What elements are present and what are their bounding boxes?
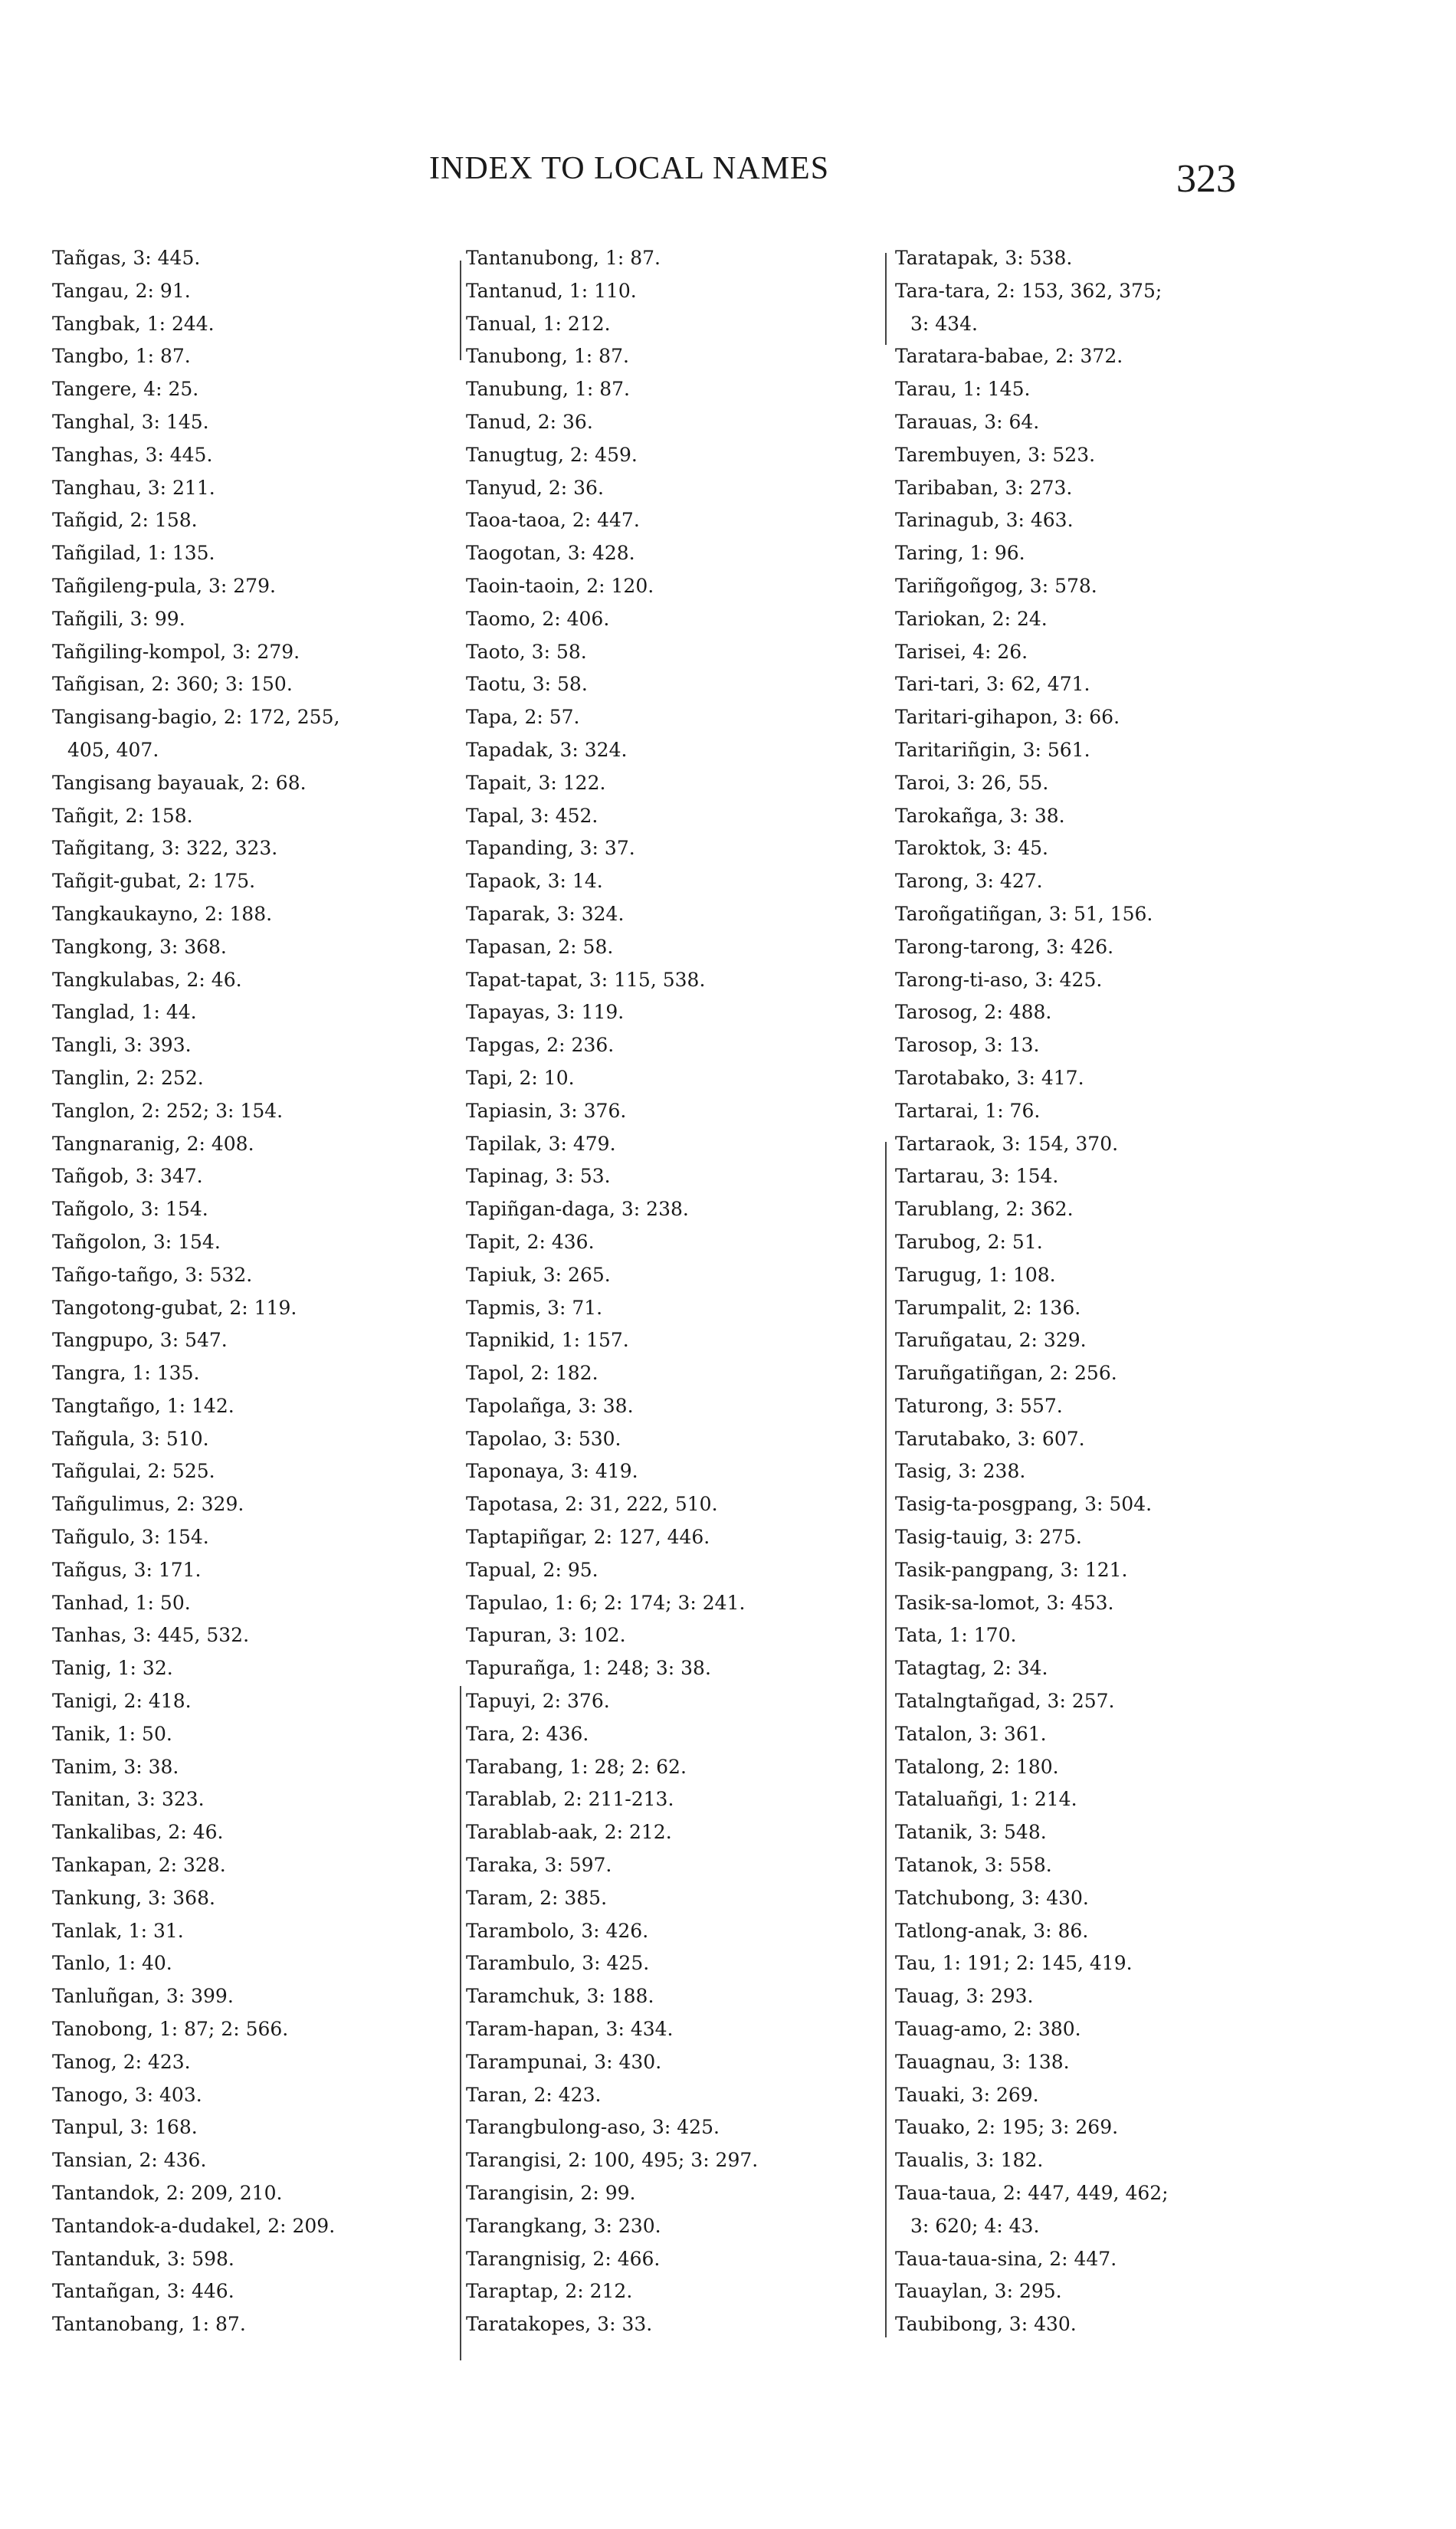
index-entry: Taomo, 2: 406. <box>466 607 610 630</box>
page-number: 323 <box>1176 157 1236 201</box>
index-entry: Tanglin, 2: 252. <box>52 1066 204 1089</box>
index-entry: Tarabang, 1: 28; 2: 62. <box>466 1755 687 1778</box>
index-entry: Tarong, 3: 427. <box>895 870 1043 893</box>
index-entry: Taptapiñgar, 2: 127, 446. <box>466 1526 710 1549</box>
index-entry: Tariokan, 2: 24. <box>895 607 1048 630</box>
index-entry: Tatalong, 2: 180. <box>895 1755 1059 1778</box>
index-entry: Tangli, 3: 393. <box>52 1034 192 1057</box>
index-entry: Tañgulo, 3: 154. <box>52 1526 209 1549</box>
index-entry: Taraptap, 2: 212. <box>466 2280 633 2303</box>
index-entry: Tangere, 4: 25. <box>52 378 199 401</box>
index-entry: Tanig, 1: 32. <box>52 1657 173 1680</box>
index-entry: Tarokañga, 3: 38. <box>895 804 1065 827</box>
index-entry: Tarosog, 2: 488. <box>895 1001 1052 1024</box>
index-column-1 <box>52 242 451 2341</box>
index-entry: Tañgo-tañgo, 3: 532. <box>52 1263 253 1286</box>
index-entry: Taratapak, 3: 538. <box>895 247 1073 269</box>
index-entry: Tarambulo, 3: 425. <box>466 1952 650 1975</box>
index-entry: Tapayas, 3: 119. <box>466 1001 625 1024</box>
column-divider <box>885 253 887 345</box>
index-entry: Tanim, 3: 38. <box>52 1755 179 1778</box>
index-entry: Taraka, 3: 597. <box>466 1854 612 1877</box>
index-entry: Tanubung, 1: 87. <box>466 378 630 401</box>
index-entry: Tauag, 3: 293. <box>895 1985 1034 2008</box>
index-entry: Tarong-tarong, 3: 426. <box>895 935 1114 958</box>
index-entry: 405, 407. <box>67 738 159 761</box>
index-entry: Taruñgatau, 2: 329. <box>895 1329 1087 1352</box>
column-divider <box>460 261 461 360</box>
index-entry: Taring, 1: 96. <box>895 542 1025 565</box>
index-entry: Taramchuk, 3: 188. <box>466 1985 654 2008</box>
index-entry: Taroñgatiñgan, 3: 51, 156. <box>895 902 1153 925</box>
index-entry: Taponaya, 3: 419. <box>466 1460 638 1483</box>
index-entry: Tasik-pangpang, 3: 121. <box>895 1558 1128 1581</box>
index-entry: Tapait, 3: 122. <box>466 771 606 794</box>
index-entry: Tarangnisig, 2: 466. <box>466 2247 661 2270</box>
index-entry: Tangisang-bagio, 2: 172, 255, <box>52 706 340 729</box>
index-entry: Tanitan, 3: 323. <box>52 1788 205 1811</box>
index-entry: Taua-taua, 2: 447, 449, 462; <box>895 2182 1169 2205</box>
index-entry: Tanglad, 1: 44. <box>52 1001 197 1024</box>
index-entry: Tanpul, 3: 168. <box>52 2116 198 2139</box>
index-entry: Tañgisan, 2: 360; 3: 150. <box>52 673 293 696</box>
index-entry: Tapiñgan-daga, 3: 238. <box>466 1198 689 1221</box>
column-divider <box>885 1142 887 2337</box>
index-entry: Tatalngtañgad, 3: 257. <box>895 1690 1115 1713</box>
index-entry: Taratara-babae, 2: 372. <box>895 345 1123 368</box>
index-entry: Tanog, 2: 423. <box>52 2050 191 2073</box>
index-entry: Tasik-sa-lomot, 3: 453. <box>895 1591 1114 1614</box>
index-entry: Tantanud, 1: 110. <box>466 279 637 302</box>
index-entry: Tapotasa, 2: 31, 222, 510. <box>466 1493 718 1516</box>
index-entry: Tañgilad, 1: 135. <box>52 542 215 565</box>
index-entry: Tantanobang, 1: 87. <box>52 2313 246 2336</box>
index-entry: Tarambolo, 3: 426. <box>466 1919 649 1942</box>
index-entry: Tapal, 3: 452. <box>466 804 598 827</box>
index-entry: Tarumpalit, 2: 136. <box>895 1296 1081 1319</box>
index-entry: Tarampunai, 3: 430. <box>466 2050 662 2073</box>
index-entry: Tatanik, 3: 548. <box>895 1821 1047 1844</box>
index-entry: Tartaraok, 3: 154, 370. <box>895 1132 1119 1155</box>
index-entry: Tañgid, 2: 158. <box>52 509 198 532</box>
index-entry: Tarutabako, 3: 607. <box>895 1427 1085 1450</box>
index-entry: Tangkulabas, 2: 46. <box>52 968 242 991</box>
index-entry: Tangkaukayno, 2: 188. <box>52 902 273 925</box>
index-entry: Tangkong, 3: 368. <box>52 935 227 958</box>
running-header: INDEX TO LOCAL NAMES <box>429 151 830 186</box>
index-entry: Tauagnau, 3: 138. <box>895 2050 1070 2073</box>
index-entry: Tapgas, 2: 236. <box>466 1034 615 1057</box>
index-entry: Tarauas, 3: 64. <box>895 410 1040 433</box>
index-entry: Tanyud, 2: 36. <box>466 476 604 499</box>
index-entry: Tapmis, 3: 71. <box>466 1296 603 1319</box>
index-entry: Tarablab, 2: 211-213. <box>466 1788 674 1811</box>
index-entry: Tangisang bayauak, 2: 68. <box>52 771 307 794</box>
index-entry: Tañgas, 3: 445. <box>52 247 201 269</box>
index-entry: 3: 620; 4: 43. <box>910 2214 1040 2237</box>
index-entry: Tarubog, 2: 51. <box>895 1230 1043 1253</box>
index-entry: Tanlak, 1: 31. <box>52 1919 184 1942</box>
index-entry: Taroi, 3: 26, 55. <box>895 771 1049 794</box>
index-entry: Tarangisin, 2: 99. <box>466 2182 636 2205</box>
index-entry: Taparak, 3: 324. <box>466 902 625 925</box>
index-entry: Tangau, 2: 91. <box>52 279 191 302</box>
index-entry: Tansian, 2: 436. <box>52 2149 207 2172</box>
index-entry: Tankalibas, 2: 46. <box>52 1821 224 1844</box>
index-entry: Tatanok, 3: 558. <box>895 1854 1052 1877</box>
index-entry: Tarau, 1: 145. <box>895 378 1031 401</box>
index-entry: Tangtañgo, 1: 142. <box>52 1394 234 1417</box>
index-entry: Tapuyi, 2: 376. <box>466 1690 610 1713</box>
index-entry: Tapuran, 3: 102. <box>466 1624 626 1647</box>
index-entry: Tangbo, 1: 87. <box>52 345 191 368</box>
index-entry: Tapasan, 2: 58. <box>466 935 614 958</box>
index-entry: Tara-tara, 2: 153, 362, 375; <box>895 279 1163 302</box>
index-entry: Tartarau, 3: 154. <box>895 1165 1059 1188</box>
index-entry: Tapolao, 3: 530. <box>466 1427 621 1450</box>
index-entry: Tapual, 2: 95. <box>466 1558 598 1581</box>
index-entry: Tañgob, 3: 347. <box>52 1165 203 1188</box>
index-entry: Taturong, 3: 557. <box>895 1394 1063 1417</box>
index-entry: Tarublang, 2: 362. <box>895 1198 1074 1221</box>
index-entry: Taribaban, 3: 273. <box>895 476 1073 499</box>
index-entry: Tañgus, 3: 171. <box>52 1558 202 1581</box>
index-entry: Taotu, 3: 58. <box>466 673 588 696</box>
index-entry: Tari-tari, 3: 62, 471. <box>895 673 1090 696</box>
index-entry: Tañgitang, 3: 322, 323. <box>52 837 278 860</box>
index-entry: Tanobong, 1: 87; 2: 566. <box>52 2018 289 2041</box>
index-entry: Taoa-taoa, 2: 447. <box>466 509 640 532</box>
index-entry: Tanglon, 2: 252; 3: 154. <box>52 1099 284 1122</box>
index-entry: Taoin-taoin, 2: 120. <box>466 574 654 597</box>
index-entry: Taram-hapan, 3: 434. <box>466 2018 674 2041</box>
index-entry: Tanhad, 1: 50. <box>52 1591 191 1614</box>
index-entry: Tasig-tauig, 3: 275. <box>895 1526 1082 1549</box>
index-entry: Taoto, 3: 58. <box>466 640 587 663</box>
index-entry: Tapnikid, 1: 157. <box>466 1329 629 1352</box>
index-entry: Tapiuk, 3: 265. <box>466 1263 611 1286</box>
index-entry: Tangra, 1: 135. <box>52 1362 200 1385</box>
index-entry: Tapurañga, 1: 248; 3: 38. <box>466 1657 711 1680</box>
index-entry: Tañgolo, 3: 154. <box>52 1198 208 1221</box>
index-entry: Tapolañga, 3: 38. <box>466 1394 634 1417</box>
index-entry: Tañgiling-kompol, 3: 279. <box>52 640 300 663</box>
index-entry: Tanual, 1: 212. <box>466 312 611 335</box>
index-entry: Tanluñgan, 3: 399. <box>52 1985 234 2008</box>
index-entry: Tañgileng-pula, 3: 279. <box>52 574 276 597</box>
index-entry: Tapanding, 3: 37. <box>466 837 635 860</box>
index-entry: Tangnaranig, 2: 408. <box>52 1132 254 1155</box>
index-entry: Taogotan, 3: 428. <box>466 542 635 565</box>
index-entry: Tañgolon, 3: 154. <box>52 1230 221 1253</box>
index-entry: Tanhas, 3: 445, 532. <box>52 1624 250 1647</box>
index-entry: Tankapan, 2: 328. <box>52 1854 226 1877</box>
index-entry: Tarembuyen, 3: 523. <box>895 443 1096 466</box>
index-entry: Tantanubong, 1: 87. <box>466 247 661 269</box>
index-entry: Tatchubong, 3: 430. <box>895 1886 1089 1909</box>
index-entry: Tapilak, 3: 479. <box>466 1132 616 1155</box>
index-entry: Tanud, 2: 36. <box>466 410 593 433</box>
index-entry: Tañgili, 3: 99. <box>52 607 185 630</box>
index-entry: Tañgulai, 2: 525. <box>52 1460 215 1483</box>
index-entry: Tarangisi, 2: 100, 495; 3: 297. <box>466 2149 759 2172</box>
index-entry: Tapi, 2: 10. <box>466 1066 575 1089</box>
index-entry: Tatalon, 3: 361. <box>895 1722 1047 1745</box>
index-entry: Tangbak, 1: 244. <box>52 312 215 335</box>
index-entry: Tartarai, 1: 76. <box>895 1099 1041 1122</box>
index-entry: Taubibong, 3: 430. <box>895 2313 1077 2336</box>
index-entry: Tanlo, 1: 40. <box>52 1952 172 1975</box>
index-entry: Tanogo, 3: 403. <box>52 2083 202 2106</box>
index-entry: Tangotong-gubat, 2: 119. <box>52 1296 297 1319</box>
index-entry: Tapit, 2: 436. <box>466 1230 595 1253</box>
index-entry: Tañgit-gubat, 2: 175. <box>52 870 256 893</box>
index-entry: Tapiasin, 3: 376. <box>466 1099 627 1122</box>
column-divider <box>460 1686 461 2360</box>
index-entry: Tariñgoñgog, 3: 578. <box>895 574 1097 597</box>
index-entry: Tangpupo, 3: 547. <box>52 1329 228 1352</box>
index-entry: Tankung, 3: 368. <box>52 1886 215 1909</box>
index-entry: Tarablab-aak, 2: 212. <box>466 1821 672 1844</box>
index-entry: Tantañgan, 3: 446. <box>52 2280 234 2303</box>
index-entry: Tapaok, 3: 14. <box>466 870 603 893</box>
index-entry: 3: 434. <box>910 312 978 335</box>
index-entry: Tau, 1: 191; 2: 145, 419. <box>895 1952 1133 1975</box>
index-entry: Tanghau, 3: 211. <box>52 476 215 499</box>
index-entry: Tarosop, 3: 13. <box>895 1034 1040 1057</box>
index-entry: Tapinag, 3: 53. <box>466 1165 611 1188</box>
index-column-2 <box>466 242 876 2341</box>
index-entry: Tapat-tapat, 3: 115, 538. <box>466 968 706 991</box>
index-entry: Tarinagub, 3: 463. <box>895 509 1074 532</box>
index-entry: Tantanduk, 3: 598. <box>52 2247 234 2270</box>
index-entry: Tanghal, 3: 145. <box>52 410 209 433</box>
index-column-3 <box>895 242 1324 2341</box>
index-entry: Taran, 2: 423. <box>466 2083 602 2106</box>
index-entry: Taualis, 3: 182. <box>895 2149 1044 2172</box>
index-entry: Tapa, 2: 57. <box>466 706 580 729</box>
index-entry: Tarong-ti-aso, 3: 425. <box>895 968 1103 991</box>
index-entry: Tantandok, 2: 209, 210. <box>52 2182 283 2205</box>
index-entry: Tarangbulong-aso, 3: 425. <box>466 2116 720 2139</box>
index-entry: Tanugtug, 2: 459. <box>466 443 638 466</box>
index-entry: Tarisei, 4: 26. <box>895 640 1028 663</box>
index-entry: Tauag-amo, 2: 380. <box>895 2018 1081 2041</box>
index-entry: Taram, 2: 385. <box>466 1886 608 1909</box>
index-entry: Tarugug, 1: 108. <box>895 1263 1056 1286</box>
index-entry: Tasig-ta-posgpang, 3: 504. <box>895 1493 1153 1516</box>
index-entry: Tanubong, 1: 87. <box>466 345 629 368</box>
index-entry: Taratakopes, 3: 33. <box>466 2313 653 2336</box>
index-entry: Tarotabako, 3: 417. <box>895 1066 1084 1089</box>
index-entry: Tañgula, 3: 510. <box>52 1427 209 1450</box>
index-entry: Tarangkang, 3: 230. <box>466 2214 661 2237</box>
index-entry: Tatlong-anak, 3: 86. <box>895 1919 1089 1942</box>
index-entry: Tapadak, 3: 324. <box>466 738 628 761</box>
index-entry: Tauaylan, 3: 295. <box>895 2280 1062 2303</box>
index-entry: Taroktok, 3: 45. <box>895 837 1048 860</box>
index-entry: Tañgulimus, 2: 329. <box>52 1493 244 1516</box>
index-entry: Tauako, 2: 195; 3: 269. <box>895 2116 1119 2139</box>
index-entry: Tanigi, 2: 418. <box>52 1690 192 1713</box>
index-entry: Tatagtag, 2: 34. <box>895 1657 1048 1680</box>
index-entry: Tañgit, 2: 158. <box>52 804 193 827</box>
index-entry: Taua-taua-sina, 2: 447. <box>895 2247 1117 2270</box>
index-entry: Tanik, 1: 50. <box>52 1722 172 1745</box>
index-entry: Taritariñgin, 3: 561. <box>895 738 1090 761</box>
index-entry: Taritari-gihapon, 3: 66. <box>895 706 1120 729</box>
index-entry: Tataluañgi, 1: 214. <box>895 1788 1077 1811</box>
index-entry: Taruñgatiñgan, 2: 256. <box>895 1362 1117 1385</box>
index-entry: Tapol, 2: 182. <box>466 1362 598 1385</box>
index-entry: Tanghas, 3: 445. <box>52 443 213 466</box>
index-entry: Tantandok-a-dudakel, 2: 209. <box>52 2214 336 2237</box>
index-entry: Tata, 1: 170. <box>895 1624 1017 1647</box>
index-entry: Tasig, 3: 238. <box>895 1460 1026 1483</box>
index-entry: Tauaki, 3: 269. <box>895 2083 1039 2106</box>
index-entry: Tara, 2: 436. <box>466 1722 589 1745</box>
index-entry: Tapulao, 1: 6; 2: 174; 3: 241. <box>466 1591 746 1614</box>
